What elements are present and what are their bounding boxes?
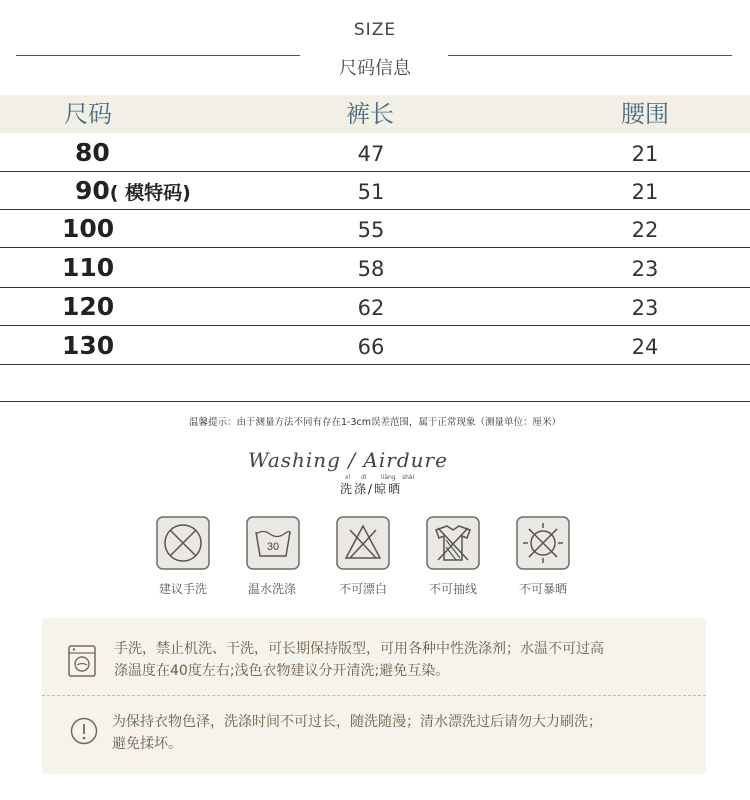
no-bleach-icon [336, 516, 390, 570]
length-cell: 55 [357, 218, 385, 242]
table-row [0, 327, 750, 365]
care-label-hand-wash: 建议手洗 [158, 582, 207, 596]
length-cell: 66 [357, 335, 385, 359]
length-cell: 51 [357, 180, 385, 204]
washing-title: 洗涤/晾晒 [340, 482, 403, 496]
column-header-size: 尺码 [64, 100, 112, 128]
size-heading: SIZE [353, 20, 397, 40]
size-cell: 130 [62, 331, 115, 360]
care-label-no-pull: 不可抽线 [428, 582, 477, 596]
size-table-header [0, 95, 750, 133]
waist-cell: 23 [631, 257, 659, 281]
hand-wash-icon [156, 516, 210, 570]
size-cell: 90( 模特码) [75, 176, 191, 205]
waist-cell: 21 [631, 180, 659, 204]
size-cell: 120 [62, 292, 115, 321]
pinyin-di: dí [361, 474, 367, 481]
model-size-note: ( 模特码) [109, 182, 191, 204]
no-pull-thread-icon [426, 516, 480, 570]
size-cell: 100 [62, 214, 115, 243]
size-cell: 80 [75, 138, 110, 167]
waist-cell: 21 [631, 142, 659, 166]
washing-script-title: Washing / Airdure [248, 448, 448, 472]
washing-machine-icon [68, 645, 96, 677]
length-cell: 58 [357, 257, 385, 281]
table-row [0, 288, 750, 326]
table-row [0, 134, 750, 172]
warning-icon [70, 717, 98, 745]
wash-temp-text: 30 [266, 541, 280, 553]
table-row [0, 249, 750, 287]
table-row [0, 210, 750, 248]
pinyin-xi: xǐ [345, 474, 351, 481]
waist-cell: 23 [631, 296, 659, 320]
care-label-no-sun: 不可暴晒 [518, 582, 567, 596]
warm-water-wash-icon [246, 516, 300, 570]
size-cell: 110 [62, 253, 115, 282]
pinyin-shai: shài [402, 474, 415, 481]
measurement-tip: 温馨提示：由于测量方法不同有存在1-3cm误差范围，属于正常现象（测量单位：厘米） [189, 417, 561, 428]
column-header-length: 裤长 [346, 100, 394, 128]
table-bottom-divider [0, 401, 750, 402]
waist-cell: 22 [631, 218, 659, 242]
length-cell: 47 [357, 142, 385, 166]
length-cell: 62 [357, 296, 385, 320]
notice-divider [42, 695, 706, 696]
row-divider [0, 325, 750, 326]
row-divider [0, 364, 750, 365]
pinyin-liang: liàng [381, 474, 396, 481]
notice-color-text: 为保持衣物色泽，洗涤时间不可过长，随洗随漫；清水漂洗过后请勿大力刷洗； 避免揉坏。 [112, 714, 602, 752]
no-sun-icon [516, 516, 570, 570]
row-divider [0, 247, 750, 248]
care-label-warm-wash: 温水洗涤 [247, 582, 296, 596]
waist-cell: 24 [631, 335, 659, 359]
column-header-waist: 腰围 [621, 100, 669, 128]
table-row [0, 172, 750, 210]
notice-wash-text: 手洗，禁止机洗、干洗，可长期保持版型，可用各种中性洗涤剂；水温不可过高 涤温度在40度左右;浅色衣物建议分开清洗;避免互染。 [114, 641, 604, 679]
care-label-no-bleach: 不可漂白 [338, 582, 387, 596]
page-subtitle: 尺码信息 [339, 58, 411, 79]
